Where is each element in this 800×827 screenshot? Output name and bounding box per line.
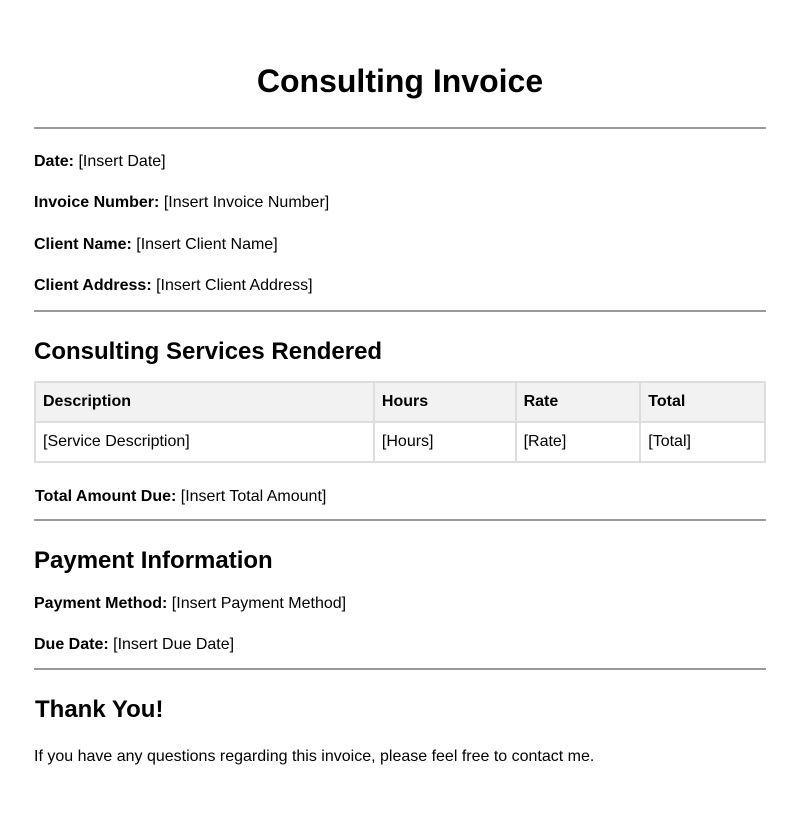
client-name-label: Client Name: bbox=[34, 236, 132, 253]
services-table bbox=[34, 381, 766, 463]
divider bbox=[34, 668, 766, 670]
table-header-row bbox=[35, 382, 765, 422]
due-date-label: Due Date: bbox=[34, 636, 109, 653]
thank-you-heading: Thank You! bbox=[35, 696, 164, 723]
client-name-field bbox=[34, 235, 766, 255]
due-date-value: [Insert Due Date] bbox=[113, 636, 235, 653]
cell-rate: [Rate] bbox=[516, 422, 641, 462]
services-heading: Consulting Services Rendered bbox=[34, 338, 383, 365]
date-value: [Insert Date] bbox=[78, 153, 166, 170]
invoice-number-label: Invoice Number: bbox=[34, 194, 160, 211]
client-address-label: Client Address: bbox=[34, 277, 152, 294]
invoice-number-value: [Insert Invoice Number] bbox=[163, 194, 330, 211]
closing-message: If you have any questions regarding this invoice, please feel free to contact me. bbox=[34, 748, 595, 765]
column-header-rate: Rate bbox=[516, 382, 641, 422]
column-header-total: Total bbox=[640, 382, 765, 422]
divider bbox=[34, 519, 766, 521]
divider bbox=[34, 127, 766, 129]
client-name-value: [Insert Client Name] bbox=[136, 236, 278, 253]
cell-hours: [Hours] bbox=[374, 422, 516, 462]
divider bbox=[34, 310, 766, 312]
client-address-value: [Insert Client Address] bbox=[156, 277, 313, 294]
date-field bbox=[34, 152, 766, 172]
payment-method-label: Payment Method: bbox=[34, 595, 168, 612]
page-title: Consulting Invoice bbox=[256, 63, 544, 99]
total-due-field bbox=[34, 487, 766, 507]
invoice-page bbox=[34, 0, 766, 767]
payment-method-field bbox=[34, 594, 766, 614]
payment-method-value: [Insert Payment Method] bbox=[171, 595, 347, 612]
client-address-field bbox=[34, 276, 766, 296]
total-due-label: Total Amount Due: bbox=[35, 488, 177, 505]
column-header-description: Description bbox=[35, 382, 374, 422]
invoice-number-field bbox=[34, 193, 766, 213]
total-due-value: [Insert Total Amount] bbox=[180, 488, 327, 505]
date-label: Date: bbox=[34, 153, 75, 170]
table-row bbox=[35, 422, 765, 462]
payment-heading: Payment Information bbox=[34, 547, 273, 574]
column-header-hours: Hours bbox=[374, 382, 516, 422]
cell-description: [Service Description] bbox=[35, 422, 374, 462]
due-date-field bbox=[34, 635, 766, 655]
cell-total: [Total] bbox=[640, 422, 765, 462]
